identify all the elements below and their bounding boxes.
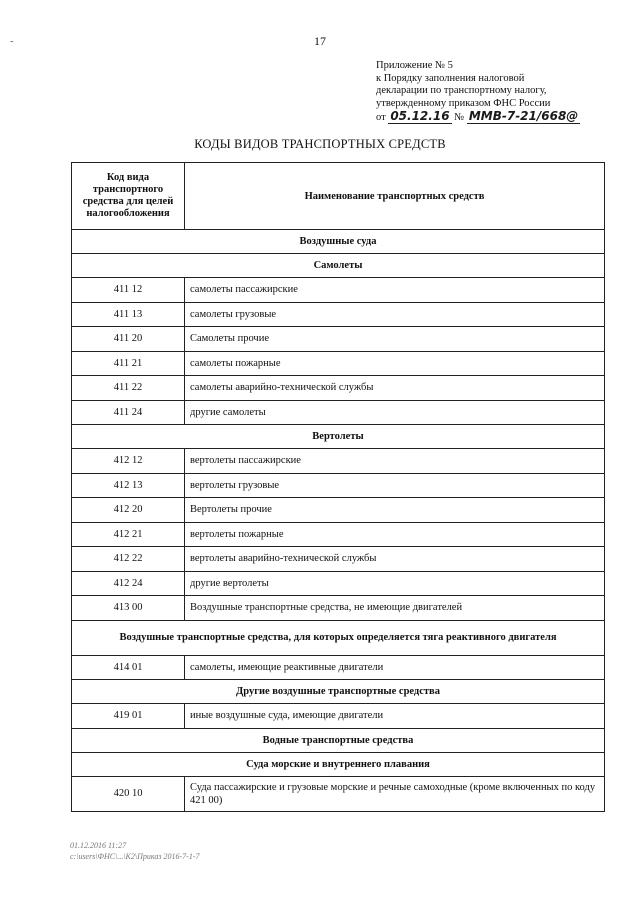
table-row [72,278,605,303]
table-row [72,302,605,327]
row-code: 411 21 [72,351,185,376]
appendix-line-2: к Порядку заполнения налоговой [376,72,525,84]
row-name: самолеты аварийно-технической службы [185,376,605,401]
row-name: самолеты грузовые [185,302,605,327]
appendix-order-line [376,110,580,125]
footer-line-1: 01.12.2016 11:27 [70,841,127,850]
section-sea: Суда морские и внутреннего плавания [72,752,605,776]
header-name: Наименование транспортных средств [185,163,605,230]
section-jet: Воздушные транспортные средства, для которых определяется тяга реактивного двигателя [72,620,605,655]
table-row [72,571,605,596]
corner-mark: ˜ [10,40,14,51]
table-header-row [72,163,605,230]
row-name: самолеты пожарные [185,351,605,376]
header-code: Код вида транспортного средства для целей налогообложения [72,163,185,230]
section-row [72,680,605,704]
table-row [72,596,605,621]
vehicle-codes-table [71,162,605,812]
row-code: 412 24 [72,571,185,596]
row-name: вертолеты пассажирские [185,449,605,474]
row-code: 411 24 [72,400,185,425]
appendix-line-4: утвержденному приказом ФНС России [376,97,551,109]
row-code: 412 22 [72,547,185,572]
section-row [72,425,605,449]
footer-line-2: с:\users\ФНС\...\К2\Приказ 2016-7-1-7 [70,852,200,861]
section-row [72,230,605,254]
row-code: 411 22 [72,376,185,401]
section-planes: Самолеты [72,254,605,278]
table-row [72,704,605,729]
appendix-line-1: Приложение № 5 [376,60,453,71]
section-water: Водные транспортные средства [72,728,605,752]
row-code: 411 12 [72,278,185,303]
table-row [72,776,605,811]
row-code: 412 13 [72,473,185,498]
section-row [72,752,605,776]
row-name: Суда пассажирские и грузовые морские и речные самоходные (кроме включенных по коду 421 00) [185,776,605,811]
row-name: самолеты, имеющие реактивные двигатели [185,655,605,680]
row-code: 413 00 [72,596,185,621]
table-row [72,449,605,474]
table-row [72,376,605,401]
document-title: КОДЫ ВИДОВ ТРАНСПОРТНЫХ СРЕДСТВ [194,137,446,151]
table-row [72,655,605,680]
table-row [72,400,605,425]
row-code: 412 21 [72,522,185,547]
row-name: Вертолеты прочие [185,498,605,523]
order-date: 05.12.16 [390,109,450,123]
row-code: 419 01 [72,704,185,729]
row-code: 420 10 [72,776,185,811]
row-name: вертолеты грузовые [185,473,605,498]
row-name: другие вертолеты [185,571,605,596]
row-name: самолеты пассажирские [185,278,605,303]
table-row [72,498,605,523]
section-row [72,728,605,752]
row-code: 414 01 [72,655,185,680]
order-number: ММВ-7-21/668@ [468,109,579,123]
section-row [72,254,605,278]
row-code: 412 12 [72,449,185,474]
row-name: Самолеты прочие [185,327,605,352]
table-row [72,547,605,572]
section-row [72,620,605,655]
appendix-from-label: от [376,112,386,123]
section-other-air: Другие воздушные транспортные средства [72,680,605,704]
appendix-number-label: № [454,112,465,123]
row-code: 412 20 [72,498,185,523]
row-name: иные воздушные суда, имеющие двигатели [185,704,605,729]
page-number: 17 [314,34,326,48]
footer-stamp [70,840,200,862]
row-name: вертолеты аварийно-технической службы [185,547,605,572]
row-code: 411 20 [72,327,185,352]
table-row [72,351,605,376]
row-name: другие самолеты [185,400,605,425]
row-name: Воздушные транспортные средства, не имеющие двигателей [185,596,605,621]
section-helicopters: Вертолеты [72,425,605,449]
appendix-line-3: декларации по транспортному налогу, [376,85,547,96]
table-row [72,522,605,547]
row-code: 411 13 [72,302,185,327]
table-row [72,473,605,498]
row-name: вертолеты пожарные [185,522,605,547]
table-row [72,327,605,352]
section-air: Воздушные суда [72,230,605,254]
appendix-block [376,60,580,125]
